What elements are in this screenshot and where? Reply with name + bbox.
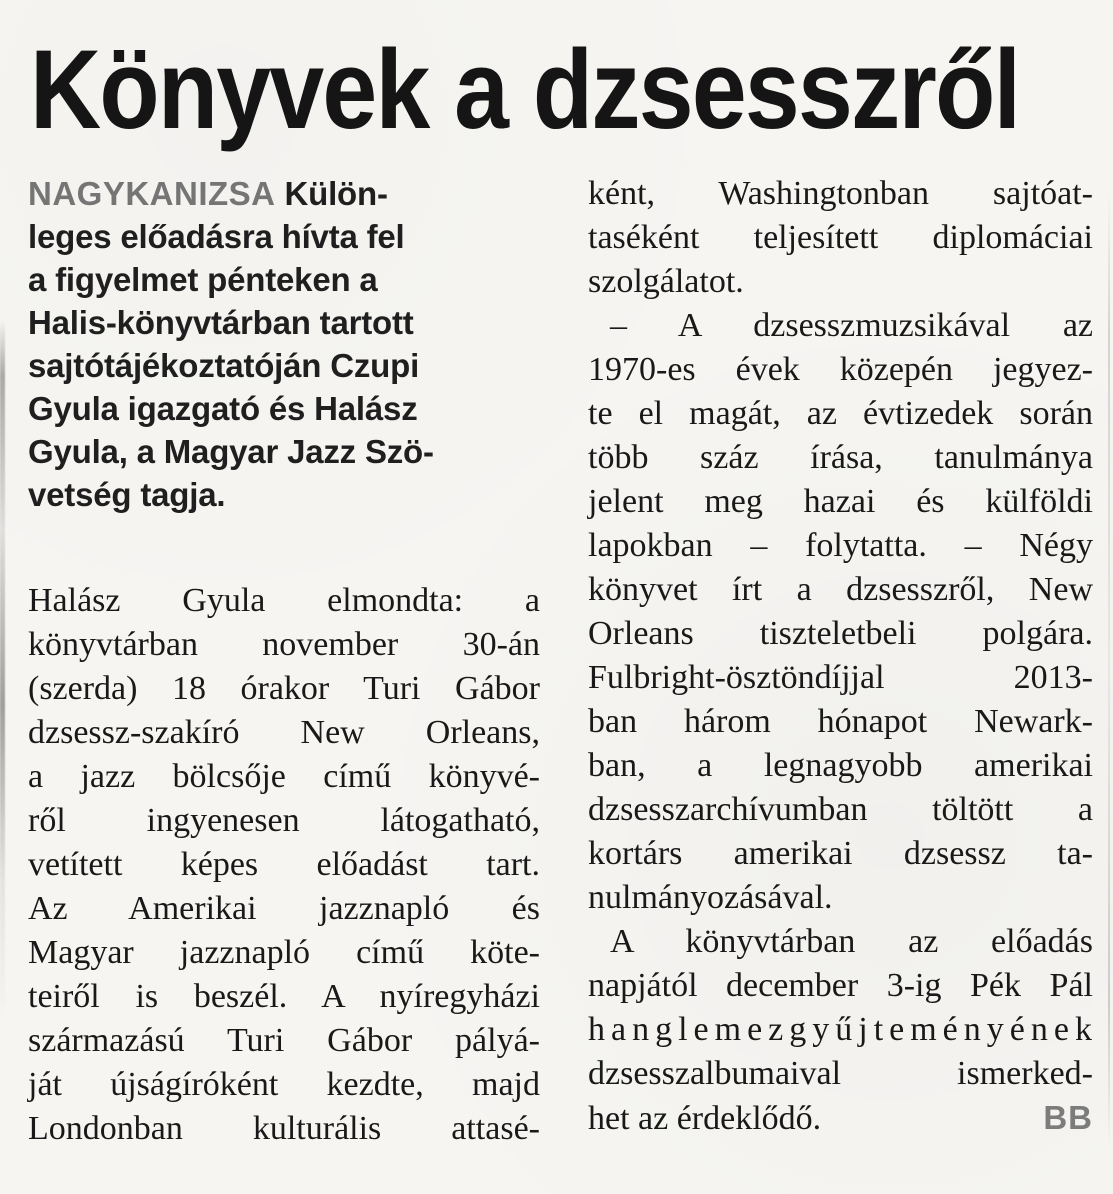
text-line: ként, Washingtonban sajtóat- <box>588 175 1093 212</box>
text-line: származású Turi Gábor pályá- <box>28 1022 540 1059</box>
text-line: kortárs amerikai dzsessz ta- <box>588 835 1093 872</box>
text-line: könyvtárban november 30-án <box>28 626 540 663</box>
lead-paragraph <box>28 172 540 516</box>
text-line: vetített képes előadást tart. <box>28 846 540 883</box>
text-line: 1970-es évek közepén jegyez- <box>588 351 1093 388</box>
text-line: Gyula igazgató és Halász <box>28 390 418 427</box>
text-line: Halis-könyvtárban tartott <box>28 304 414 341</box>
text-line: dzsesszarchívumban töltött a <box>588 791 1093 828</box>
article-headline: Könyvek a dzsesszről <box>30 27 1020 152</box>
text-line: Gyula, a Magyar Jazz Szö- <box>28 433 434 470</box>
text-line: teiről is beszél. A nyíregyházi <box>28 978 540 1015</box>
text-line: könyvet írt a dzsesszről, New <box>588 571 1093 608</box>
text-line: ről ingyenesen látogatható, <box>28 802 540 839</box>
scan-edge-left-artifact <box>0 320 5 1020</box>
text-line: szolgálatot. <box>588 263 744 300</box>
text-line: Magyar jazznapló című köte- <box>28 934 540 971</box>
text-line: Orleans tiszteletbeli polgára. <box>588 615 1093 652</box>
text-line: napjától december 3-ig Pék Pál <box>588 967 1093 1004</box>
text-line: te el magát, az évtizedek során <box>588 395 1093 432</box>
location-tag: NAGYKANIZSA <box>28 175 276 212</box>
scan-edge-right-artifact <box>1108 190 1110 1150</box>
text-line: jelent meg hazai és külföldi <box>588 483 1093 520</box>
text-line: leges előadásra hívta fel <box>28 218 405 255</box>
text-line: lapokban – folytatta. – Négy <box>588 527 1093 564</box>
text-line: A könyvtárban az előadás <box>610 923 1093 960</box>
left-column-text <box>28 579 540 1151</box>
left-column <box>28 172 540 1151</box>
text-line: taséként teljesített diplomáciai <box>588 219 1093 256</box>
right-column <box>588 172 1098 1151</box>
text-line: Fulbright-ösztöndíjjal 2013- <box>588 659 1093 696</box>
text-line: a figyelmet pénteken a <box>28 261 378 298</box>
text-line: NAGYKANIZSA Külön- <box>28 175 388 212</box>
right-column-text <box>588 172 1098 1141</box>
text-line: dzsesszalbumaival ismerked- <box>588 1055 1093 1092</box>
text-line: nulmányozásával. <box>588 879 833 916</box>
text-line: (szerda) 18 órakor Turi Gábor <box>28 670 540 707</box>
byline: BB <box>1043 1099 1093 1136</box>
text-line: Az Amerikai jazznapló és <box>28 890 540 927</box>
text-line: vetség tagja. <box>28 476 226 513</box>
text-line: ját újságíróként kezdte, majd <box>28 1066 540 1103</box>
text-line: a jazz bölcsője című könyvé- <box>28 758 540 795</box>
text-line: hanglemezgyűjteményének <box>588 1011 1098 1048</box>
text-line: sajtótájékoztatóján Czupi <box>28 347 420 384</box>
article-body <box>28 172 1098 1151</box>
text-line: dzsessz-szakíró New Orleans, <box>28 714 540 751</box>
text-line: Londonban kulturális attasé- <box>28 1110 540 1147</box>
text-line: ban három hónapot Newark- <box>588 703 1093 740</box>
text-line <box>588 1096 1093 1141</box>
text-line: Halász Gyula elmondta: a <box>28 582 540 619</box>
text-line: het az érdeklődő. <box>588 1100 822 1137</box>
text-line: több száz írása, tanulmánya <box>588 439 1093 476</box>
text-line: ban, a legnagyobb amerikai <box>588 747 1093 784</box>
text-line: – A dzsesszmuzsikával az <box>610 307 1093 344</box>
